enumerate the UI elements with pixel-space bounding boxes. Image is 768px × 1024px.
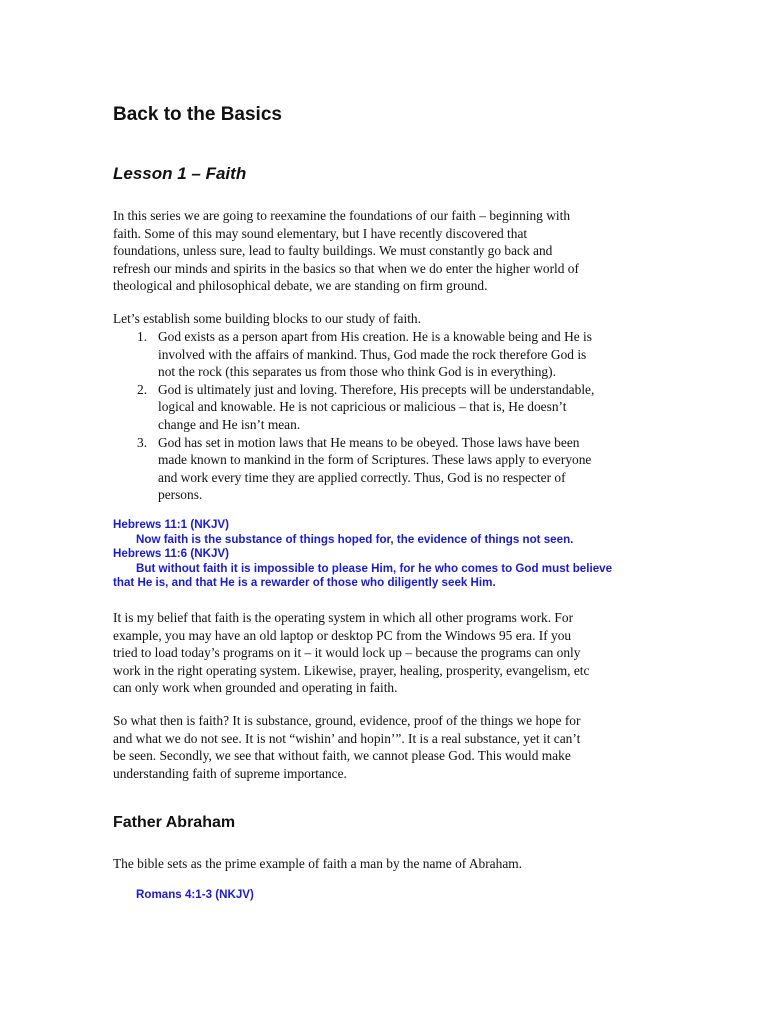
list-item-line: persons.	[158, 487, 203, 503]
section-heading: Father Abraham	[113, 814, 236, 831]
list-item-line: not the rock (this separates us from those who think God is in everything).	[158, 364, 556, 380]
what-is-faith-paragraph	[113, 712, 658, 782]
list-item-line: God is ultimately just and loving. Therefore, His precepts will be understandable,	[158, 381, 595, 397]
intro-line: theological and philosophical debate, we are standing on firm ground.	[113, 278, 488, 294]
list-item-line: and work every time they are applied correctly. Thus, God is no respecter of	[158, 469, 566, 485]
scripture-quote: that He is, and that He is a rewarder of those who diligently seek Him.	[113, 576, 496, 589]
paragraph-line: can only work when grounded and operating in faith.	[113, 680, 398, 696]
paragraph-line: be seen. Secondly, we see that without faith, we cannot please God. This would make	[113, 748, 571, 764]
paragraph-line: and what we do not see. It is not “wishin’ and hopin’”. It is a real substance, yet it can’t	[113, 730, 581, 746]
paragraph-line: understanding faith of supreme importance.	[113, 765, 347, 781]
intro-line: In this series we are going to reexamine the foundations of our faith – beginning with	[113, 208, 571, 223]
paragraph-line: tried to load today’s programs on it – it would lock up – because the programs can only	[113, 645, 581, 661]
scripture-quote: Now faith is the substance of things hoped for, the evidence of things not seen.	[136, 533, 574, 546]
operating-system-paragraph	[113, 609, 658, 697]
list-number: 1.	[137, 329, 148, 344]
paragraph-line: The bible sets as the prime example of faith a man by the name of Abraham.	[113, 856, 523, 871]
list-item-line: logical and knowable. He is not capricious or malicious – that is, He doesn’t	[158, 399, 567, 415]
building-blocks-intro	[113, 310, 658, 328]
list-number: 3.	[137, 434, 148, 450]
lesson-heading: Lesson 1 – Faith	[113, 164, 247, 183]
intro-line: refresh our minds and spirits in the basics so that when we do enter the higher world of	[113, 260, 579, 276]
list-number: 2.	[137, 381, 148, 397]
list-item-line: change and He isn’t mean.	[158, 416, 301, 432]
list-item	[113, 434, 658, 504]
building-blocks-text: Let’s establish some building blocks to our study of faith.	[113, 311, 421, 326]
paragraph-line: It is my belief that faith is the operating system in which all other programs work. For	[113, 610, 574, 625]
list-item-line: God exists as a person apart from His creation. He is a knowable being and He is	[158, 329, 592, 344]
paragraph-line: So what then is faith? It is substance, ground, evidence, proof of the things we hope for	[113, 713, 581, 728]
list-item-line: made known to mankind in the form of Scriptures. These laws apply to everyone	[158, 452, 592, 468]
intro-line: foundations, unless sure, lead to faulty buildings. We must constantly go back and	[113, 243, 553, 259]
intro-paragraph	[113, 207, 658, 295]
list-item-line: involved with the affairs of mankind. Thus, God made the rock therefore God is	[158, 346, 587, 362]
intro-line: faith. Some of this may sound elementary, but I have recently discovered that	[113, 225, 528, 241]
list-item	[113, 328, 658, 381]
list-item	[113, 381, 658, 434]
scripture-reference: Hebrews 11:1 (NKJV)	[113, 518, 229, 531]
abraham-paragraph	[113, 855, 658, 873]
paragraph-line: example, you may have an old laptop or desktop PC from the Windows 95 era. If you	[113, 627, 572, 643]
scripture-reference: Hebrews 11:6 (NKJV)	[113, 547, 229, 560]
scripture-reference: Romans 4:1-3 (NKJV)	[136, 888, 254, 901]
building-blocks-list	[113, 328, 658, 504]
paragraph-line: work in the right operating system. Likewise, prayer, healing, prosperity, evangelism, etc	[113, 662, 590, 678]
scripture-quote: But without faith it is impossible to please Him, for he who comes to God must believe	[136, 562, 613, 575]
document-title: Back to the Basics	[113, 104, 282, 125]
list-item-line: God has set in motion laws that He means to be obeyed. Those laws have been	[158, 434, 580, 450]
